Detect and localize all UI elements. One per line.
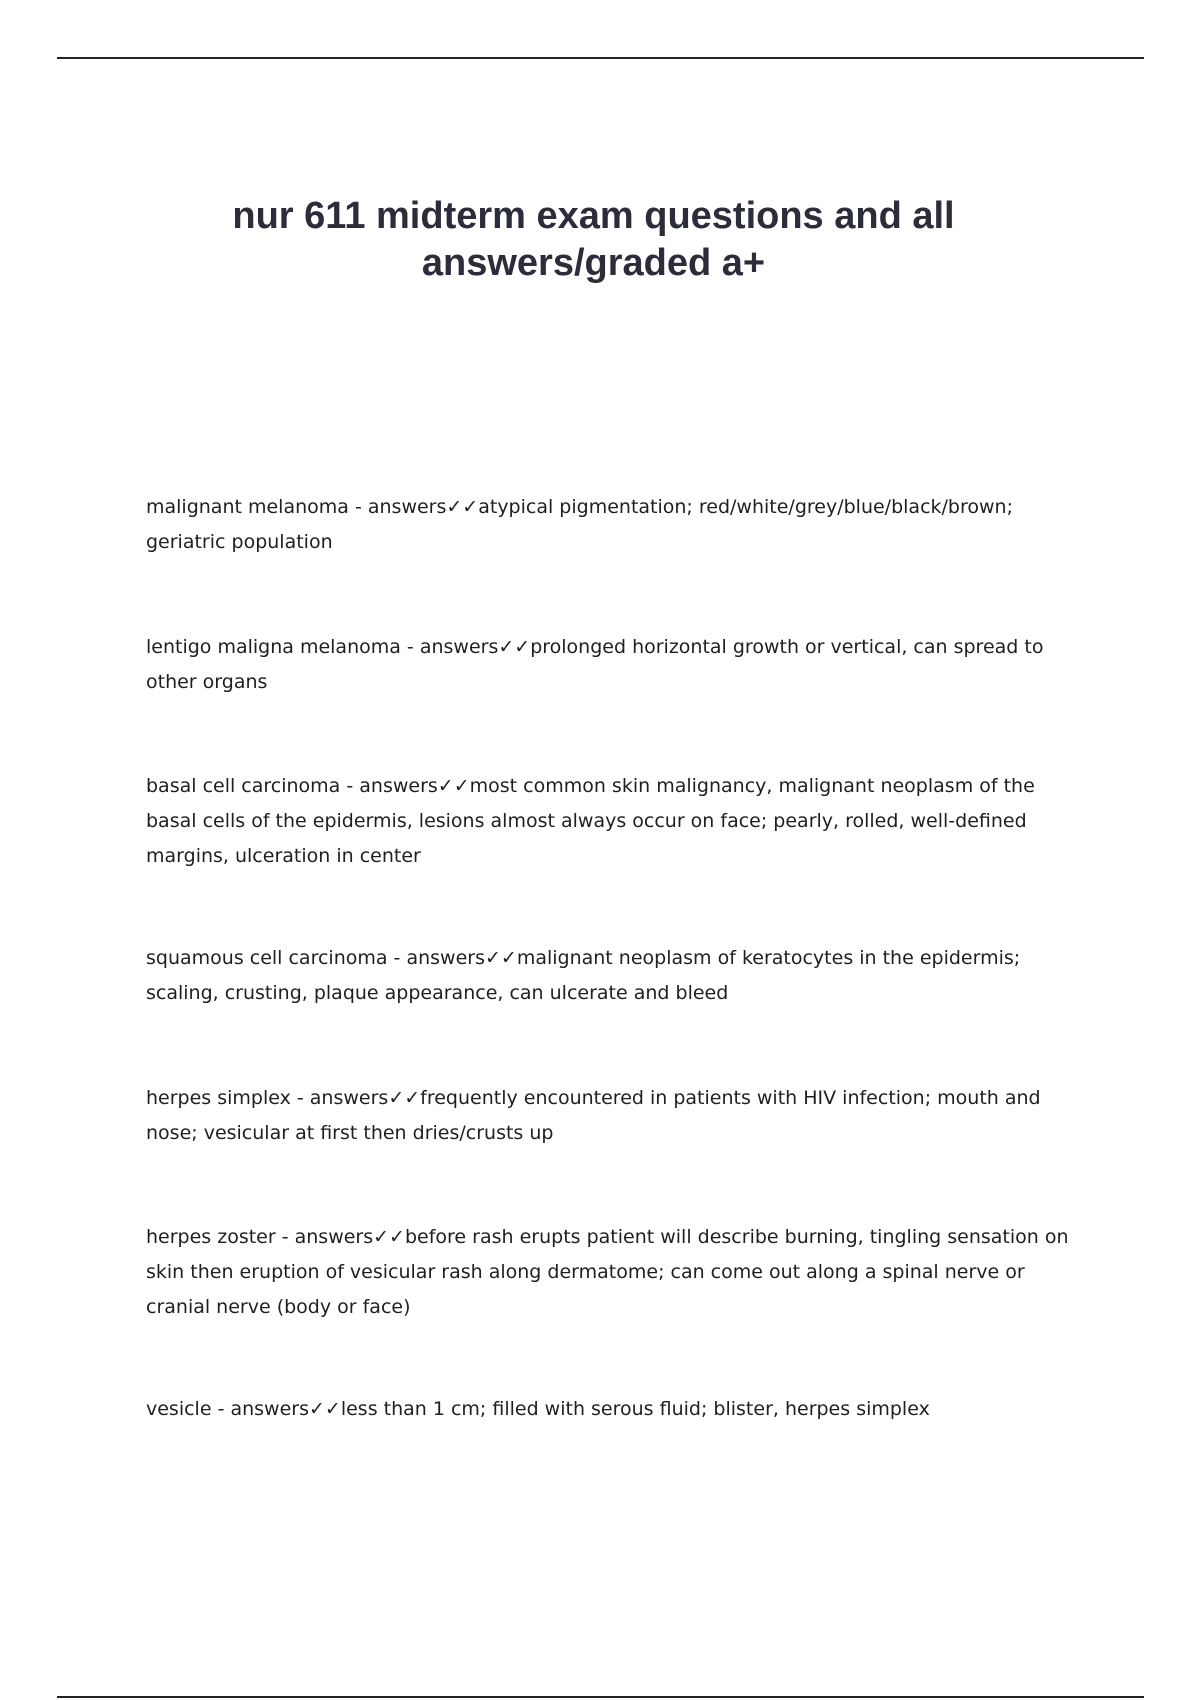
flashcard-entry: herpes simplex - answers✓✓frequently encountered in patients with HIV infection; mouth and nose; vesicular at first then dries/crusts up: [146, 1087, 1041, 1144]
flashcard-entry: lentigo maligna melanoma - answers✓✓prolonged horizontal growth or vertical, can spread to other organs: [146, 636, 1044, 693]
flashcard-entry: herpes zoster - answers✓✓before rash erupts patient will describe burning, tingling sensation on skin then eruption of vesicular rash along dermatome; can come out along a spinal nerve or cranial nerve (body or face): [146, 1226, 1069, 1318]
flashcard-entry: malignant melanoma - answers✓✓atypical pigmentation; red/white/grey/blue/black/brown; geriatric population: [146, 496, 1013, 553]
title-line-1: nur 611 midterm exam questions and all: [232, 195, 955, 237]
flashcard-entry: basal cell carcinoma - answers✓✓most common skin malignancy, malignant neoplasm of the basal cells of the epidermis, lesions almost always occur on face; pearly, rolled, well-defined margins, ulceration in center: [146, 775, 1035, 867]
top-divider: [57, 57, 1144, 59]
document-title: [0, 193, 1187, 287]
flashcard-entry: vesicle - answers✓✓less than 1 cm; filled with serous fluid; blister, herpes simplex: [146, 1398, 930, 1420]
bottom-divider: [57, 1696, 1144, 1698]
title-line-2: answers/graded a+: [421, 242, 766, 284]
flashcard-entry: squamous cell carcinoma - answers✓✓malignant neoplasm of keratocytes in the epidermis; scaling, crusting, plaque appearance, can ulcerate and bleed: [146, 947, 1021, 1004]
